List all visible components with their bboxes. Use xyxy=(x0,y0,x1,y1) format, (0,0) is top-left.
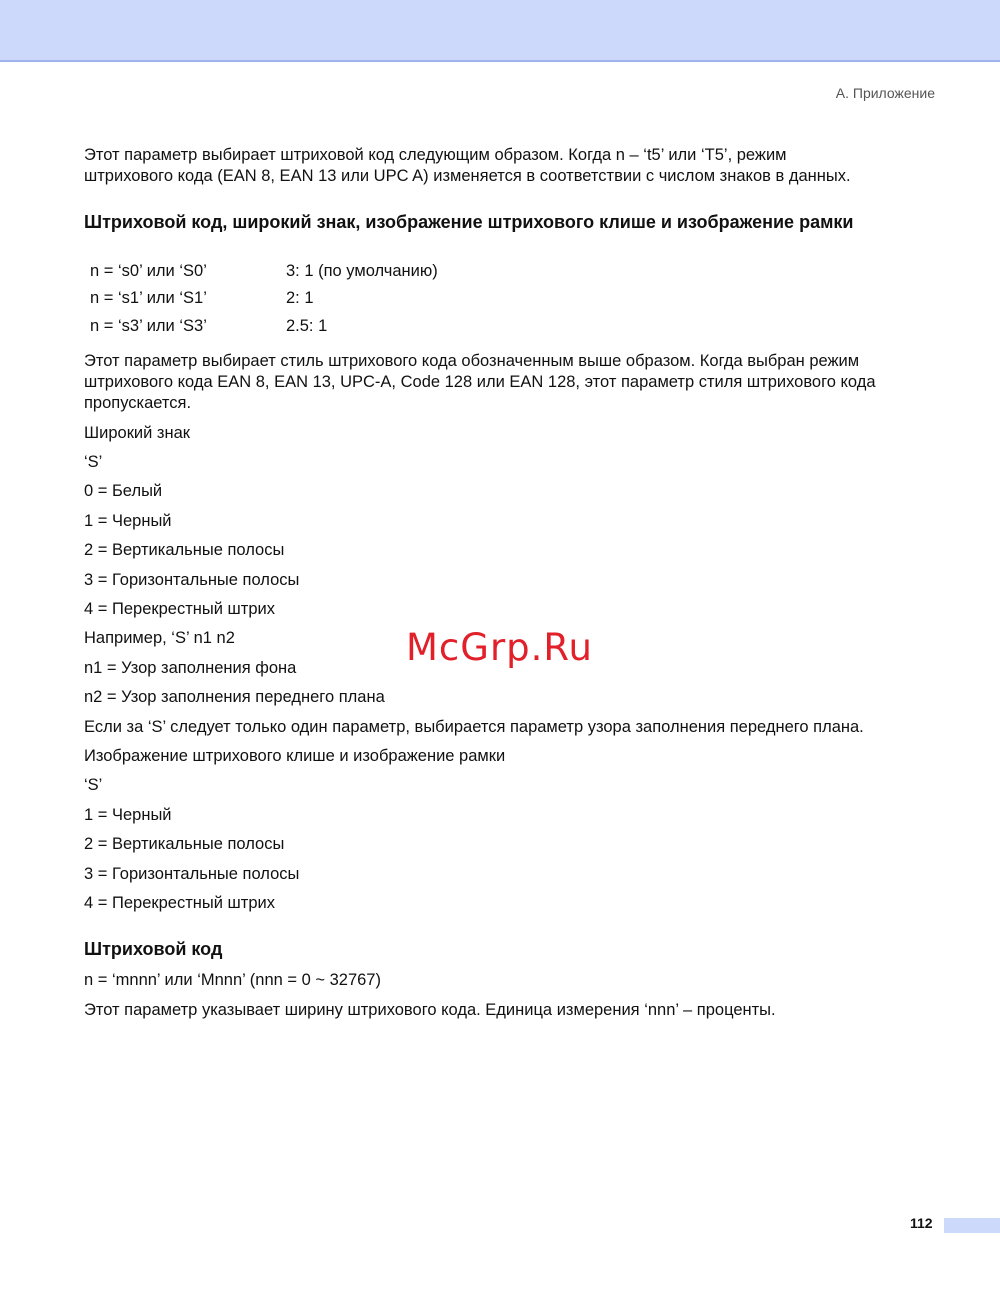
heading-barcode: Штриховой код xyxy=(84,939,223,959)
barcode-description: Этот параметр указывает ширину штрихового кода. Единица измерения ‘nnn’ – проценты. xyxy=(84,1001,776,1019)
wide-char-note: Если за ‘S’ следует только один параметр, выбирается параметр узора заполнения переднего плана. xyxy=(84,718,864,736)
style-para-line-1: Этот параметр выбирает стиль штрихового кода обозначенным выше образом. Когда выбран режим xyxy=(84,352,860,370)
ratio-value: 2.5: 1 xyxy=(286,317,328,335)
ratio-row xyxy=(90,262,438,281)
style-para-line-3: пропускается. xyxy=(84,394,192,412)
intro-line-1: Этот параметр выбирает штриховой код следующим образом. Когда n – ‘t5’ или ‘T5’, режим xyxy=(84,146,787,164)
page-tab-marker xyxy=(944,1218,1000,1233)
ratio-value: 3: 1 (по умолчанию) xyxy=(286,262,438,280)
wide-char-option: 0 = Белый xyxy=(84,482,163,500)
cliche-option: 2 = Вертикальные полосы xyxy=(84,835,285,853)
heading-barcode-wide-char: Штриховой код, широкий знак, изображение штрихового клише и изображение рамки xyxy=(84,212,854,232)
wide-char-n1: n1 = Узор заполнения фона xyxy=(84,659,297,677)
ratio-row xyxy=(90,317,327,336)
barcode-syntax: n = ‘mnnn’ или ‘Mnnn’ (nnn = 0 ~ 32767) xyxy=(84,971,381,989)
style-para-line-2: штрихового кода EAN 8, EAN 13, UPC-A, Code 128 или EAN 128, этот параметр стиля штрихового кода xyxy=(84,373,876,391)
ratio-param: n = ‘s3’ или ‘S3’ xyxy=(90,317,207,335)
header-band xyxy=(0,0,1000,62)
ratio-row xyxy=(90,289,314,308)
cliche-option: 3 = Горизонтальные полосы xyxy=(84,865,300,883)
wide-char-option: 2 = Вертикальные полосы xyxy=(84,541,285,559)
ratio-param: n = ‘s0’ или ‘S0’ xyxy=(90,262,207,280)
wide-char-cmd: ‘S’ xyxy=(84,453,103,471)
wide-char-option: 1 = Черный xyxy=(84,512,172,530)
cliche-title: Изображение штрихового клише и изображение рамки xyxy=(84,747,506,765)
cliche-option: 4 = Перекрестный штрих xyxy=(84,894,275,912)
cliche-cmd: ‘S’ xyxy=(84,776,103,794)
wide-char-title: Широкий знак xyxy=(84,424,191,442)
intro-line-2: штрихового кода (EAN 8, EAN 13 или UPC A) изменяется в соответствии с числом знаков в данных. xyxy=(84,167,851,185)
page-number: 112 xyxy=(910,1215,933,1231)
section-label: A. Приложение xyxy=(835,85,935,101)
cliche-option: 1 = Черный xyxy=(84,806,172,824)
watermark: McGrp.Ru xyxy=(406,626,593,669)
ratio-param: n = ‘s1’ или ‘S1’ xyxy=(90,289,207,307)
wide-char-option: 3 = Горизонтальные полосы xyxy=(84,571,300,589)
wide-char-example: Например, ‘S’ n1 n2 xyxy=(84,629,235,647)
ratio-value: 2: 1 xyxy=(286,289,314,307)
wide-char-option: 4 = Перекрестный штрих xyxy=(84,600,275,618)
wide-char-n2: n2 = Узор заполнения переднего плана xyxy=(84,688,385,706)
